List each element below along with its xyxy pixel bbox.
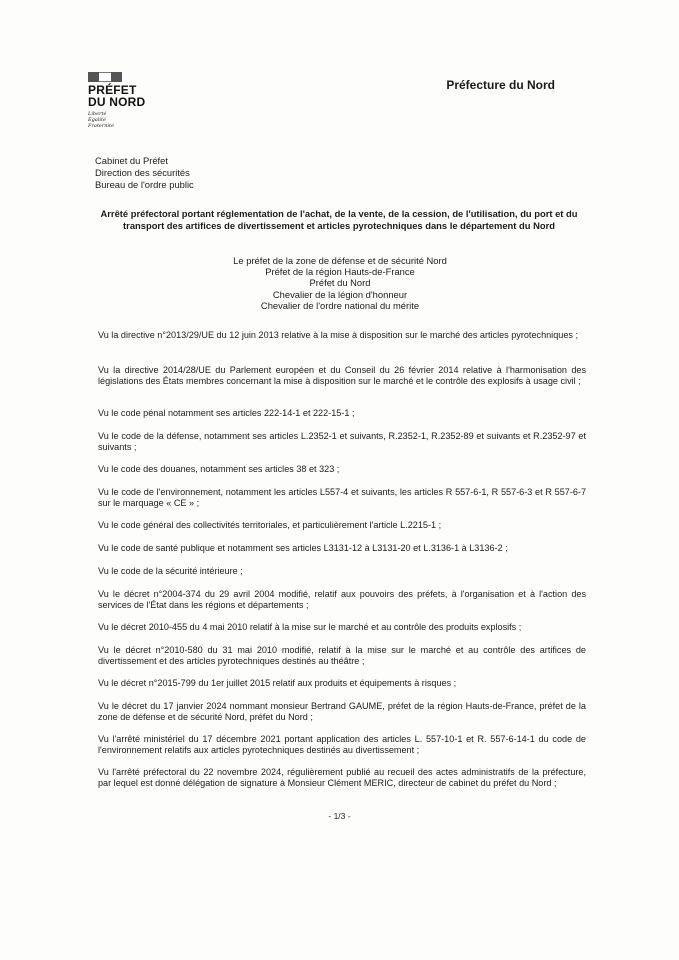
authority-line: Préfet de la région Hauts-de-France <box>265 266 415 278</box>
consideration-paragraph: Vu le décret du 17 janvier 2024 nommant monsieur Bertrand GAUME, préfet de la région Hauts-de-France, préfet de la zone de défense et de sécurité Nord, préfet du Nord ; <box>98 701 586 723</box>
consideration-paragraph: Vu le code pénal notamment ses articles 222-14-1 et 222-15-1 ; <box>98 408 355 418</box>
motto-line: Fraternité <box>88 123 114 129</box>
issuer-line: Cabinet du Préfet <box>95 155 168 166</box>
logo-title-line2: DU NORD <box>88 95 146 109</box>
consideration-paragraph: Vu le décret n°2004-374 du 29 avril 2004 modifié, relatif aux pouvoirs des préfets, à l'organisation et à l'action des services de l'État dans les régions et départements ; <box>98 589 586 611</box>
consideration-paragraph: Vu le code de santé publique et notamment ses articles L3131-12 à L3131-20 et L.3136-1 à L3136-2 ; <box>98 543 508 553</box>
logo-title-line1: PRÉFET <box>88 83 137 97</box>
issuer-block <box>95 155 194 191</box>
authority-line: Chevalier de l'ordre national du mérite <box>260 299 420 311</box>
republic-motto <box>88 111 168 129</box>
authority-line: Préfet du Nord <box>309 277 371 289</box>
authority-line: Chevalier de la légion d'honneur <box>272 288 408 300</box>
consideration-paragraph: Vu la directive 2014/28/UE du Parlement européen et du Conseil du 26 février 2014 relative à l'harmonisation des législations des États membres concernant la mise à disposition sur le marché et le contrôle des explosifs à usage civil ; <box>98 365 586 387</box>
consideration-paragraph: Vu le décret 2010-455 du 4 mai 2010 relatif à la mise sur le marché et au contrôle des produits explosifs ; <box>98 622 522 632</box>
decree-title: Arrêté préfectoral portant réglementation de l'achat, de la vente, de la cession, de l'utilisation, du port et du transport des artifices de divertissement et articles pyrotechniques dans le département du Nord <box>100 208 578 231</box>
motto-line: Liberté <box>88 111 107 117</box>
consideration-paragraph: Vu le décret n°2015-799 du 1er juillet 2015 relatif aux produits et équipements à risques ; <box>98 678 457 688</box>
authority-block <box>120 255 560 311</box>
consideration-paragraph: Vu le décret n°2010-580 du 31 mai 2010 modifié, relatif à la mise sur le marché et au contrôle des artifices de divertissement et des articles pyrotechniques destinés au théâtre ; <box>98 645 586 667</box>
consideration-paragraph: Vu le code de la défense, notamment ses articles L.2352-1 et suivants, R.2352-1, R.2352-89 et suivants et R.2352-97 et suivants ; <box>98 431 586 453</box>
consideration-paragraph: Vu l'arrêté ministériel du 17 décembre 2021 portant application des articles L. 557-10-1 et R. 557-6-14-1 du code de l'environnement relatifs aux articles pyrotechniques destinés au divertissement ; <box>98 734 586 756</box>
page-number: - 1/3 - <box>328 811 351 821</box>
prefecture-name: Préfecture du Nord <box>446 78 555 92</box>
motto-line: Égalité <box>88 117 106 123</box>
consideration-paragraph: Vu la directive n°2013/29/UE du 12 juin 2013 relative à la mise à disposition sur le marché des articles pyrotechniques ; <box>98 330 578 340</box>
prefet-du-nord-logo <box>88 72 168 129</box>
consideration-paragraph: Vu l'arrêté préfectoral du 22 novembre 2024, régulièrement publié au recueil des actes administratifs de la préfecture, par lequel est donné délégation de signature à Monsieur Clément MERIC, directeur de cabinet du préfet du Nord ; <box>98 767 586 789</box>
consideration-paragraph: Vu le code général des collectivités territoriales, et particulièrement l'article L.2215-1 ; <box>98 520 442 530</box>
authority-line: Le préfet de la zone de défense et de sécurité Nord <box>233 255 447 266</box>
consideration-paragraph: Vu le code des douanes, notamment ses articles 38 et 323 ; <box>98 464 340 474</box>
consideration-paragraph: Vu le code de la sécurité intérieure ; <box>98 566 243 576</box>
marianne-flag-icon <box>88 72 122 82</box>
issuer-line: Bureau de l'ordre public <box>95 179 194 190</box>
issuer-line: Direction des sécurités <box>95 167 190 178</box>
consideration-paragraph: Vu le code de l'environnement, notamment les articles L557-4 et suivants, les articles R 557-6-1, R 557-6-3 et R 557-6-7 sur le marquage « CE » ; <box>98 487 586 509</box>
